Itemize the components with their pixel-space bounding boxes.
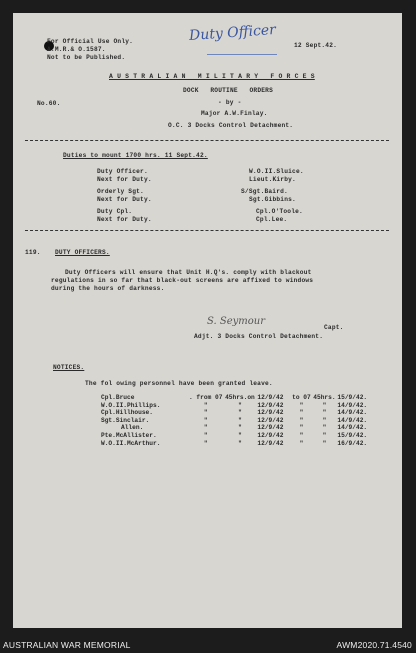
leave-cell: " <box>203 424 208 432</box>
document-page <box>13 13 402 628</box>
restriction-line-1: For Official Use Only. <box>47 38 134 45</box>
leave-cell: to 07 <box>292 394 311 401</box>
duty-name: W.O.II.Sluice. <box>249 168 304 175</box>
leave-cell: " <box>238 424 242 432</box>
leave-cell: " <box>299 424 304 432</box>
leave-cell: " <box>322 416 327 424</box>
leave-cell: " <box>238 409 242 417</box>
leave-cell: 12/9/42 <box>257 424 284 432</box>
archive-caption: AUSTRALIAN WAR MEMORIAL <box>3 640 131 650</box>
leave-cell: " <box>299 431 304 439</box>
duty-role: Next for Duty. <box>97 216 152 223</box>
officer-name: Major A.W.Finlay. <box>201 110 268 117</box>
leave-cell: " <box>203 439 208 447</box>
leave-cell: " <box>299 416 304 424</box>
leave-row <box>101 440 369 448</box>
leave-cell: " <box>322 439 327 447</box>
leave-cell: " <box>238 431 242 439</box>
leave-cell: " <box>299 409 304 417</box>
duty-role: Duty Officer. <box>97 168 148 175</box>
leave-cell: " <box>238 416 242 424</box>
divider-middle <box>25 230 389 231</box>
duty-role: Orderly Sgt. <box>97 188 144 195</box>
leave-table <box>101 394 369 447</box>
order-item-heading: DUTY OFFICERS. <box>55 249 110 256</box>
leave-cell: 14/9/42. <box>337 416 368 424</box>
order-text-line: regulations in so far that black-out screens are affixed to windows <box>51 277 314 284</box>
leave-cell: 14/9/42. <box>337 424 368 432</box>
duty-name: Cpl.Lee. <box>256 216 288 223</box>
leave-cell: 12/9/42 <box>257 416 284 424</box>
duty-role: Next for Duty. <box>97 196 152 203</box>
by-line: - by - <box>218 99 242 106</box>
document-title: DOCK ROUTINE ORDERS <box>183 87 274 94</box>
leave-cell: . from 07 <box>189 394 223 401</box>
restriction-line-3: Not to be Published. <box>47 54 126 61</box>
leave-cell: 15/9/42. <box>337 394 368 401</box>
leave-cell: 15/9/42. <box>337 431 368 439</box>
leave-cell: " <box>322 431 327 439</box>
unit-name: O.C. 3 Docks Control Detachment. <box>168 122 294 129</box>
leave-cell: Cpl.Hillhouse. <box>101 409 153 417</box>
duty-role: Duty Cpl. <box>97 208 133 215</box>
org-title: A U S T R A L I A N M I L I T A R Y F O R C E S <box>109 73 315 80</box>
leave-cell: 14/9/42. <box>337 401 368 409</box>
leave-cell: 14/9/42. <box>337 409 368 417</box>
leave-cell: " <box>299 439 304 447</box>
leave-cell: " <box>238 401 242 409</box>
leave-cell: Sgt.Sinclair. <box>101 416 150 424</box>
leave-cell: 12/9/42 <box>257 409 284 417</box>
leave-row <box>101 417 369 425</box>
duty-name: S/Sgt.Baird. <box>241 188 288 195</box>
leave-cell: " <box>322 409 327 417</box>
handwritten-annotation: Duty Officer <box>188 21 277 45</box>
leave-cell: 12/9/42 <box>257 394 284 401</box>
leave-cell: " <box>322 401 327 409</box>
notices-intro: The fol owing personnel have been granted leave. <box>85 380 273 387</box>
leave-cell: " <box>238 439 242 447</box>
leave-cell: W.O.II.McArthur. <box>101 439 161 447</box>
archive-reference: AWM2020.71.4540 <box>336 640 412 650</box>
order-number: No.60. <box>37 100 61 107</box>
divider-top <box>25 140 389 141</box>
handwritten-underline <box>207 54 277 55</box>
header-date: 12 Sept.42. <box>294 42 338 49</box>
order-text-line: during the hours of darkness. <box>51 285 165 292</box>
duty-name: Lieut.Kirby. <box>249 176 296 183</box>
leave-cell: " <box>203 416 208 424</box>
leave-cell: 12/9/42 <box>257 401 284 409</box>
leave-row <box>101 409 369 417</box>
notices-heading: NOTICES. <box>53 364 85 371</box>
signature-title: Adjt. 3 Docks Control Detachment. <box>194 333 324 340</box>
leave-cell: Pte.McAllister. <box>101 431 157 439</box>
leave-cell: " <box>299 401 304 409</box>
leave-cell: " <box>203 431 208 439</box>
leave-row <box>101 402 369 410</box>
leave-row <box>101 432 369 440</box>
leave-cell: W.O.II.Phillips. <box>101 401 161 409</box>
order-item-number: 119. <box>25 249 41 256</box>
leave-cell: Allen. <box>121 424 144 432</box>
leave-cell: " <box>203 409 208 417</box>
order-text-line: Duty Officers will ensure that Unit H.Q's. comply with blackout <box>65 269 312 276</box>
leave-row <box>101 394 369 402</box>
restriction-line-2: A.M.R.& O.1587. <box>47 46 106 53</box>
signature-rank: Capt. <box>324 324 344 331</box>
leave-cell: 45hrs.on <box>225 394 255 401</box>
duty-name: Sgt.Gibbins. <box>249 196 296 203</box>
duty-name: Cpl.O'Toole. <box>256 208 303 215</box>
leave-cell: 16/9/42. <box>337 439 368 447</box>
leave-cell: " <box>322 424 327 432</box>
signature-scrawl: S. Seymour <box>207 316 265 327</box>
duties-heading: Duties to mount 1700 hrs. 11 Sept.42. <box>63 152 208 159</box>
leave-cell: Cpl.Bruce <box>101 394 135 401</box>
leave-cell: 45hrs. <box>313 394 336 401</box>
leave-cell: " <box>203 401 208 409</box>
leave-cell: 12/9/42 <box>257 439 284 447</box>
leave-cell: 12/9/42 <box>257 431 284 439</box>
duty-role: Next for Duty. <box>97 176 152 183</box>
leave-row <box>101 424 369 432</box>
